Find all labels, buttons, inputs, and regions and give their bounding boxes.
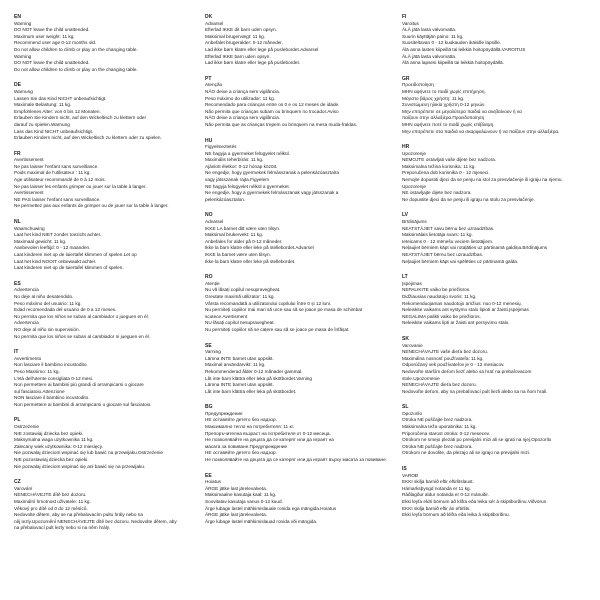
column-1 bbox=[14, 14, 196, 541]
warning-line: Zalecany wiek użytkownika: 0-12 miesięcy. bbox=[14, 443, 104, 449]
warning-line: Edad recomendada del usuario de 0 a 12 meses. bbox=[14, 307, 117, 313]
warning-line: Advarsel bbox=[205, 219, 224, 225]
language-section-fi bbox=[402, 14, 594, 67]
warning-line: Lämna INTE barnet utan uppsikt. bbox=[205, 355, 274, 361]
warning-line: něj lezly.Upozornění NENECHÁVEJTE dítě bez dozoru. Nedovolte dětem, aby bbox=[14, 518, 177, 524]
warning-line: Upozorenje bbox=[402, 150, 426, 156]
warning-line: NIE zostawiaj dziecka bez opieki. bbox=[14, 430, 84, 436]
warning-line: Nemojte dopustiti djeci da se penju na stol za presvlačenje ili igraju na njemu. bbox=[402, 177, 563, 183]
warning-line: Älä anna lasten kiipeillä tai leikkiä hoitopöydällä.VAROITUS bbox=[402, 46, 526, 52]
language-section-hr bbox=[402, 144, 594, 203]
warning-line: Låt inte barn klättra eller leka på skötbordet. bbox=[205, 388, 297, 394]
warning-line: Προειδοποίηση bbox=[402, 82, 434, 88]
warning-line: Maksimaalne kasutaja kaal: 11 kg. bbox=[205, 492, 277, 498]
language-code: NO bbox=[205, 212, 213, 219]
warning-line: Erlauben Kindern nicht, auf den Wickeltisch zu klettern oder zu spielen. bbox=[14, 135, 162, 141]
warning-line: Não permita que crianças subam ou brinquem no trocador.Aviso bbox=[205, 108, 339, 114]
warning-line: IKKE LA barnet ditt være uten tilsyn. bbox=[205, 225, 281, 231]
warning-line: Ieteicams 0 - 12 mēnešu veciem lietotājiem. bbox=[402, 238, 494, 244]
warning-line: Nu vă lăsați copilul nesupravegheat. bbox=[205, 287, 281, 293]
warning-line: NO deje al niño sin supervisión. bbox=[14, 326, 80, 332]
language-code: FR bbox=[14, 150, 21, 157]
warning-line: No permita que los niños se suban al cambiador ni jueguen en él. bbox=[14, 333, 151, 339]
warning-line: Otrokom ne dovolite, da plezajo ali se igrajo na previjalni mizi. bbox=[402, 450, 531, 456]
warning-line: Rekomenduojamas naudotojo amžius: nuo 0-12 mėnesių. bbox=[402, 300, 522, 306]
warning-line: Laat kinderen niet op de luiertafel klimmen of spelen.Let op bbox=[14, 252, 137, 257]
warning-line: EKKI skilja barnið eftir eftirlitslaust. bbox=[402, 479, 474, 485]
warning-line: Ne pas laisser l'enfant sans surveillance. bbox=[14, 163, 99, 169]
language-code: FI bbox=[402, 14, 407, 20]
warning-line: Avertissement bbox=[14, 157, 44, 163]
warning-line: Didžiausias naudotojo svoris: 11 kg. bbox=[402, 293, 477, 299]
warning-line: Warning bbox=[14, 20, 32, 26]
warning-line: Maximal användarvikt: 11 kg. bbox=[205, 362, 266, 368]
warning-line: L'età dell'utente consigliata 0-12 mesi. bbox=[14, 375, 94, 381]
language-code: DE bbox=[14, 82, 21, 89]
language-code: LT bbox=[402, 274, 408, 281]
warning-line: Efterlad IKKE barn uden opsyn. bbox=[205, 53, 271, 59]
warning-line: Warnung bbox=[14, 88, 33, 94]
warning-line: NE PAS laisser l'enfant sans surveillance. bbox=[14, 196, 101, 202]
warning-line: Figyelmeztetés bbox=[205, 144, 237, 150]
language-section-en bbox=[14, 14, 196, 73]
warning-line: NE hagyja felügyelet nélkül a gyermeket. bbox=[205, 183, 290, 189]
warning-line: Aanbevolen leeftijd: 0 - 12 maanden. bbox=[14, 245, 91, 251]
warning-line: Non permettere ai bambini più grandi di arrampicarsi o giocare bbox=[14, 382, 144, 388]
language-code: CZ bbox=[14, 479, 21, 486]
language-section-pt bbox=[205, 76, 393, 129]
warning-line: Greutate maximă utilizator: 11 kg. bbox=[205, 293, 275, 299]
warning-line: Suurin käyttäjän paino: 11 kg. bbox=[402, 33, 464, 39]
warning-line: Brīdinājums bbox=[402, 219, 427, 225]
warning-line: Anbefales for alder på 0-12 måneder. bbox=[205, 238, 283, 244]
warning-line: EKKI skilja barnið eftir án eftirlits. bbox=[402, 505, 471, 511]
warning-line: VAROĐ bbox=[402, 472, 419, 478]
warning-line: Ostrzeżenie bbox=[14, 424, 40, 430]
language-code: EN bbox=[14, 14, 21, 20]
warning-line: Věkový pro dítě od 0 do 12 měsíců. bbox=[14, 505, 88, 511]
warning-line: NEGALIMA palikti vaiko be priežiūros. bbox=[402, 313, 481, 319]
warning-line: Ekki leyfa eldri börnum að klifra eða leika sér á skiptiborðinu.Viðvörun bbox=[402, 499, 547, 504]
warning-line: Ikke la barn klatre eller leke på stellebordet.Advarsel bbox=[205, 245, 314, 251]
warning-line: ÄLÄ jätä lasta valvomatta. bbox=[402, 53, 457, 59]
language-section-sl bbox=[402, 404, 594, 457]
language-section-se bbox=[205, 343, 393, 396]
language-section-ro bbox=[205, 274, 393, 333]
language-code: NL bbox=[14, 219, 21, 226]
warning-line: Ajánlott életkor: 0-12 hónap között. bbox=[205, 163, 278, 169]
warning-line: Non permettere ai bambini di arrampicarsi o giocare sul fasciatoio. bbox=[14, 401, 152, 407]
column-3 bbox=[402, 14, 594, 528]
warning-line: Otroka NE puščajte brez nadzora. bbox=[402, 443, 473, 449]
warning-line: НЕ оставяйте детето без надзор. bbox=[205, 417, 277, 423]
warning-line: NÃO deixe a criança sem vigilância. bbox=[205, 88, 281, 94]
warning-line: No permita que los niños se suban al cambiador o jueguen en él. bbox=[14, 313, 149, 319]
warning-line: Lassen Sie das Kind NICHT unbeaufsichtigt. bbox=[14, 95, 107, 101]
warning-line: NEATSTĀJIET savu bērnu bez uzraudzības. bbox=[402, 225, 495, 231]
warning-line: Recomendado para crianças entre os 0 e os 12 meses de idade. bbox=[205, 102, 340, 108]
warning-line: Advertencia bbox=[14, 320, 39, 326]
warning-line: Lämna INTE barnet utan uppsikt. bbox=[205, 382, 274, 388]
language-section-ee bbox=[205, 473, 393, 526]
warning-line: NE hagyja a gyermeket felügyelet nélkül. bbox=[205, 150, 290, 156]
language-code: SE bbox=[205, 342, 212, 349]
warning-line: NEATSTĀJIET bērnu bez uzraudzības. bbox=[402, 252, 484, 257]
warning-line: Não permita que as crianças trepem ou brinquem na mesa muda-fraldas. bbox=[205, 121, 358, 127]
warning-line: Maximális teherbírás: 11 kg. bbox=[205, 157, 264, 163]
warning-line: Upozorenje bbox=[402, 183, 426, 189]
warning-line: Maximálna nosnosť používateľa: 11 kg. bbox=[402, 355, 484, 361]
warning-line: Hámarksþyngd notanda er 11 kg. bbox=[402, 485, 471, 491]
warning-line: Laat het kind NIET zonder toezicht achter. bbox=[14, 232, 102, 238]
language-section-de bbox=[14, 82, 196, 141]
language-section-lt bbox=[402, 274, 594, 327]
warning-line: Empfohlenes Alter: von 0 bis 12 Monaten. bbox=[14, 108, 101, 114]
warning-line: DO NOT leave the child unattended. bbox=[14, 60, 90, 66]
warning-line: Peso máximo do utilizador: 11 kg. bbox=[205, 95, 275, 101]
warning-line: NIE pozostawiaj dziecka bez opieki. bbox=[14, 457, 89, 463]
warning-line: Laat het kind NOOIT onbewaakt achter. bbox=[14, 258, 97, 264]
warning-line: NEPALIKITE vaiko be priežiūros. bbox=[402, 287, 471, 293]
language-section-cz bbox=[14, 479, 196, 532]
warning-line: pelenkázóasztalon. bbox=[205, 196, 246, 202]
warning-line: Συνιστώμενη ηλικία χρήστη 0-12 μηνών. bbox=[402, 102, 486, 108]
language-code: DK bbox=[205, 14, 213, 20]
warning-line: Neleiskite vaikams ant vystymo stalo lipioti ar žaisti.Įspėjimas bbox=[402, 307, 529, 313]
warning-line: ΜΗΝ αφήνετε ποτέ το παιδί χωρίς επίβλεψη. bbox=[402, 121, 495, 127]
warning-line: ΜΗΝ αφήνετε το παιδί χωρίς επιτήρηση. bbox=[402, 88, 486, 94]
warning-line: Do not allow children to climb or play on the changing table. bbox=[14, 66, 138, 72]
warning-line: Maksimal brugervægt: 11 kg. bbox=[205, 33, 266, 39]
language-section-no bbox=[205, 212, 393, 265]
warning-line: Nedovoľte starším deťom liezť alebo sa hrať na prebaľovacom bbox=[402, 368, 532, 374]
warning-line: Ne permettez pas aux enfants de grimper ou de jouer sur la table à langer. bbox=[14, 203, 169, 209]
warning-line: Soovitatav kasutaja vanus 0-12 kuud. bbox=[205, 499, 283, 504]
warning-line: Hoiatus bbox=[205, 479, 221, 485]
warning-line: Ikke la barn klatre eller leke på stellebordet. bbox=[205, 258, 296, 264]
warning-line: Ráðlagður aldur notanda er 0-12 mánuðir. bbox=[402, 492, 490, 498]
warning-line: Maksimālais lietotāja svars: 11 kg. bbox=[402, 232, 473, 238]
warning-line: Atenção bbox=[205, 82, 223, 88]
warning-line: scutece.Avertisment bbox=[205, 313, 248, 319]
warning-line: Nu permiteți copiilor să se cațere sau să se joace pe masa de înfășat. bbox=[205, 326, 350, 332]
warning-line: Age utilisateur recommandé de 0 à 12 mois. bbox=[14, 177, 106, 183]
warning-line: Laat kinderen niet op de luiertafel klimmen of spelen. bbox=[14, 265, 124, 271]
warning-line: Maksimal brukervekt: 11 kg. bbox=[205, 232, 264, 238]
warning-line: Препоръчителна възраст на потребителя от 0-12 месеца. bbox=[205, 430, 331, 436]
warning-line: ÄRGE jätke last järelevalveta. bbox=[205, 512, 268, 518]
warning-line: Предупреждение bbox=[205, 410, 243, 416]
warning-line: Maksymalna waga użytkownika 11 kg. bbox=[14, 437, 94, 443]
language-section-fr bbox=[14, 151, 196, 210]
warning-line: Neleiskite vaikams lipti ar žaisti ant persyvimo stalo. bbox=[402, 320, 510, 326]
language-section-sk bbox=[402, 336, 594, 395]
language-code: SK bbox=[402, 335, 409, 342]
warning-line: παίζουν στην αλλαξιέρα.Προειδοποίηση bbox=[402, 115, 485, 121]
warning-line: Nedovolte dětem, aby se na přebalovacím pultu hrály nebo na bbox=[14, 512, 143, 518]
warning-line: Максимално тегло на потребителя: 11 кг. bbox=[205, 424, 294, 430]
warning-line: Įspėjimas bbox=[402, 280, 422, 286]
language-code: EE bbox=[205, 472, 212, 479]
warning-line: Ne pas laisser les enfants grimper ou jouer sur la table à langer. bbox=[14, 183, 147, 189]
language-section-es bbox=[14, 281, 196, 340]
language-section-pl bbox=[14, 417, 196, 470]
language-code: HR bbox=[402, 144, 410, 151]
warning-line: Nie pozwalaj dzieciom wspinać się lub bawić na przewijaku.Ostrzeżenie bbox=[14, 450, 164, 456]
warning-line: Varning bbox=[205, 349, 221, 355]
warning-line: Maximaal gewicht: 11 kg. bbox=[14, 238, 67, 244]
warning-line: Varování bbox=[14, 485, 33, 491]
warning-line: Do not allow children to climb or play on the changing table. bbox=[14, 46, 138, 52]
language-code: ES bbox=[14, 280, 21, 287]
warning-line: масата за повиване.Предупреждение bbox=[205, 443, 288, 449]
warning-line: Ärge lubage lastel mähkimislauad ronida või mängida. bbox=[205, 518, 318, 524]
language-code: SL bbox=[402, 404, 409, 411]
warning-line: НЕ оставяйте детето без надзор. bbox=[205, 450, 277, 456]
language-section-gr bbox=[402, 76, 594, 135]
warning-line: Vârsta recomandată a utilizatorului copilului între 0 și 12 luni. bbox=[205, 300, 332, 306]
warning-line: Nu permiteți copiilor mai mari să urce sau să se joace pe masa de schimbat bbox=[205, 307, 363, 313]
warning-line: Varovanie bbox=[402, 342, 423, 348]
warning-line: vagy játsszanak rajta.Figyelem bbox=[205, 177, 270, 183]
language-code: PL bbox=[14, 417, 21, 424]
warning-line: stole.Upozornenie bbox=[402, 375, 440, 381]
warning-line: Avertissement bbox=[14, 190, 44, 196]
warning-line: Otroka NE puščajte brez nadzora. bbox=[402, 417, 473, 423]
warning-line: Μην επιτρέπετε σε μεγαλύτερα παιδιά να ανεβαίνουν ή να bbox=[402, 108, 522, 114]
warning-line: Ne engedje, hogy gyermekek felmásszanak a pelenkázóasztalra bbox=[205, 170, 339, 176]
warning-line: Rekommenderad ålder 0-12 månader gammal. bbox=[205, 368, 303, 374]
language-section-hu bbox=[205, 138, 393, 204]
warning-line: Ekki leyfa börnum að klifra eða leika á skiptiborðinu. bbox=[402, 512, 510, 518]
warning-line: Recommend user age 0-12 months old. bbox=[14, 40, 97, 46]
language-section-lv bbox=[402, 212, 594, 265]
warning-line: Maximale Belastung: 11 kg. bbox=[14, 102, 72, 108]
warning-line: Priporočena starost otroka: 0-12 mesecev. bbox=[402, 430, 490, 436]
warning-line: Не позволявайте на децата да се катерят или да играят върху масата за повиване. bbox=[205, 457, 388, 463]
language-section-dk bbox=[205, 14, 393, 67]
warning-line: ÄRGE jätke last järelevalveta. bbox=[205, 485, 268, 491]
language-section-nl bbox=[14, 219, 196, 272]
warning-line: Maximální hmotnost uživatele: 11 kg. bbox=[14, 499, 91, 504]
language-code: LV bbox=[402, 212, 409, 219]
warning-line: Avvertimento bbox=[14, 355, 42, 361]
warning-line: Maximum user weight: 11 kg. bbox=[14, 33, 75, 39]
warning-line: Suositeltavan 0 - 12 kuukauden ikäisille lapsille. bbox=[402, 40, 502, 46]
warning-line: Lass das Kind NICHT unbeaufsichtigt. bbox=[14, 128, 94, 134]
warning-line: NENECHÁVAJTE vaše dieťa bez dozoru. bbox=[402, 349, 489, 355]
warning-line: Advertencia bbox=[14, 287, 39, 293]
warning-line: darauf zu spielen.Warnung bbox=[14, 121, 70, 127]
warning-line: NENECHÁVEJTE dítě bez dozoru. bbox=[14, 492, 87, 498]
warning-line: Advarsel bbox=[205, 20, 224, 26]
warning-line: Μην επιτρέπετε στα παιδιά να σκαρφαλώνουν ή να παίζουν στην αλλαξιέρα. bbox=[402, 128, 560, 134]
warning-line: Maksimalna težina korisnika: 11 kg. bbox=[402, 163, 476, 169]
language-code: PT bbox=[205, 75, 212, 82]
warning-line: Atenție bbox=[205, 280, 220, 286]
language-section-bg bbox=[205, 404, 393, 463]
warning-line: NU lăsați copilul nesupravegheat. bbox=[205, 320, 275, 326]
warning-line: Μέγιστο βάρος χρήστη: 11 kg. bbox=[402, 95, 465, 101]
warning-line: Erlauben Sie Kindern nicht, auf den Wickeltisch zu klettern oder bbox=[14, 115, 147, 121]
warning-line: Anbefalet brugeralder: 0-12 måneder. bbox=[205, 40, 283, 46]
warning-line: Не позволявайте на децата да се катерят или да играят на bbox=[205, 437, 334, 443]
language-code: GR bbox=[402, 75, 410, 82]
warning-line: na přebalovací pult lezly nebo si na něm hrály. bbox=[14, 525, 111, 531]
warning-line: Poids maximal de l'utilisateur : 11 kg. bbox=[14, 170, 91, 176]
warning-line: Odporúčaný vek používateľov je 0 - 12 mesiacov. bbox=[402, 362, 505, 368]
warning-line: Nie pozwalaj dzieciom wspinać się ani bawić się na przewijaku. bbox=[14, 463, 146, 469]
warning-line: NON lasciare il bambino incustodito. bbox=[14, 395, 90, 401]
column-2 bbox=[205, 14, 393, 534]
warning-line: Lad ikke børn klatre eller lege på puslebordet. bbox=[205, 60, 301, 66]
warning-line: Neļaujiet bērniem kāpt vai spēlēties uz pārtinamā galda. bbox=[402, 258, 519, 264]
warning-line: Efterlad IKKE dit barn uden opsyn. bbox=[205, 27, 277, 33]
warning-line: Nedovoľte deťom, aby na prebaľovací pult liezli alebo sa na ňom hrali. bbox=[402, 388, 548, 394]
warning-line: sul fasciatoio.Attenzione bbox=[14, 388, 65, 394]
warning-line: No deje al niño desatendido. bbox=[14, 293, 74, 299]
warning-line: Waarschuwing bbox=[14, 225, 45, 231]
warning-line: Ne dopustite djeci da se penju ili igraju na stolu za presvlačenje. bbox=[402, 196, 535, 202]
warning-line: NE ostavljajte dijete bez nadzora. bbox=[402, 190, 472, 196]
warning-line: IKKE la barnet være uten tilsyn. bbox=[205, 252, 271, 257]
warning-line: Peso Massimo: 11 kg. bbox=[14, 368, 60, 374]
warning-line: Preporučena dob korisnika 0 - 12 mjeseci. bbox=[402, 170, 490, 176]
warning-line: ÄLÄ jätä lasta valvomatta. bbox=[402, 27, 457, 33]
warning-line: DO NOT leave the child unattended. bbox=[14, 27, 90, 33]
warning-line: NEMOJTE ostavljati vaše dijete bez nadzora. bbox=[402, 157, 497, 163]
warning-line: Älä anna lapsesi kiipeillä tai leikkiä hoitopöydällä. bbox=[402, 60, 504, 66]
warning-line: Peso máximo del usuario: 11 kg. bbox=[14, 300, 82, 306]
warning-line: Varoitus bbox=[402, 20, 419, 26]
warning-line: Ärge lubage lastel mähkimislauale ronida ega mängida.Hoiatus bbox=[205, 505, 337, 511]
warning-line: Maksimalna teža uporabnika: 11 kg. bbox=[402, 424, 477, 430]
warning-line: Otrokom ne smejo plezati po previjalni mizi ali se igrati na njej.Opozorilo bbox=[402, 437, 552, 443]
warning-line: Neļaujiet bērniem kāpt vai rotaļāties uz pārtinamā galdiņa.Brīdinājums bbox=[402, 245, 548, 251]
language-section-it bbox=[14, 349, 196, 408]
language-section-is bbox=[402, 466, 594, 519]
language-code: IS bbox=[402, 466, 407, 473]
warning-line: NENECHÁVAJTE dieťa bez dozoru. bbox=[402, 382, 477, 388]
warning-line: Lad ikke børn klatre eller lege på puslebordet.Advarsel bbox=[205, 46, 319, 52]
warning-line: Låt inte barn klättra eller leka på skötbordet.Varning bbox=[205, 375, 313, 381]
warning-line: Opozorilo bbox=[402, 410, 423, 416]
warning-line: Warning bbox=[14, 53, 32, 59]
language-code: BG bbox=[205, 404, 213, 411]
language-code: IT bbox=[14, 349, 19, 356]
warning-line: NÃO deixe a criança sem vigilância. bbox=[205, 115, 281, 121]
language-code: RO bbox=[205, 274, 213, 281]
language-code: HU bbox=[205, 137, 213, 144]
warning-line: Ne engedje, hogy a gyermekek felmásszanak vagy játsszanak a bbox=[205, 190, 339, 196]
warning-line: Non lasciare il bambino incustodito. bbox=[14, 362, 88, 368]
